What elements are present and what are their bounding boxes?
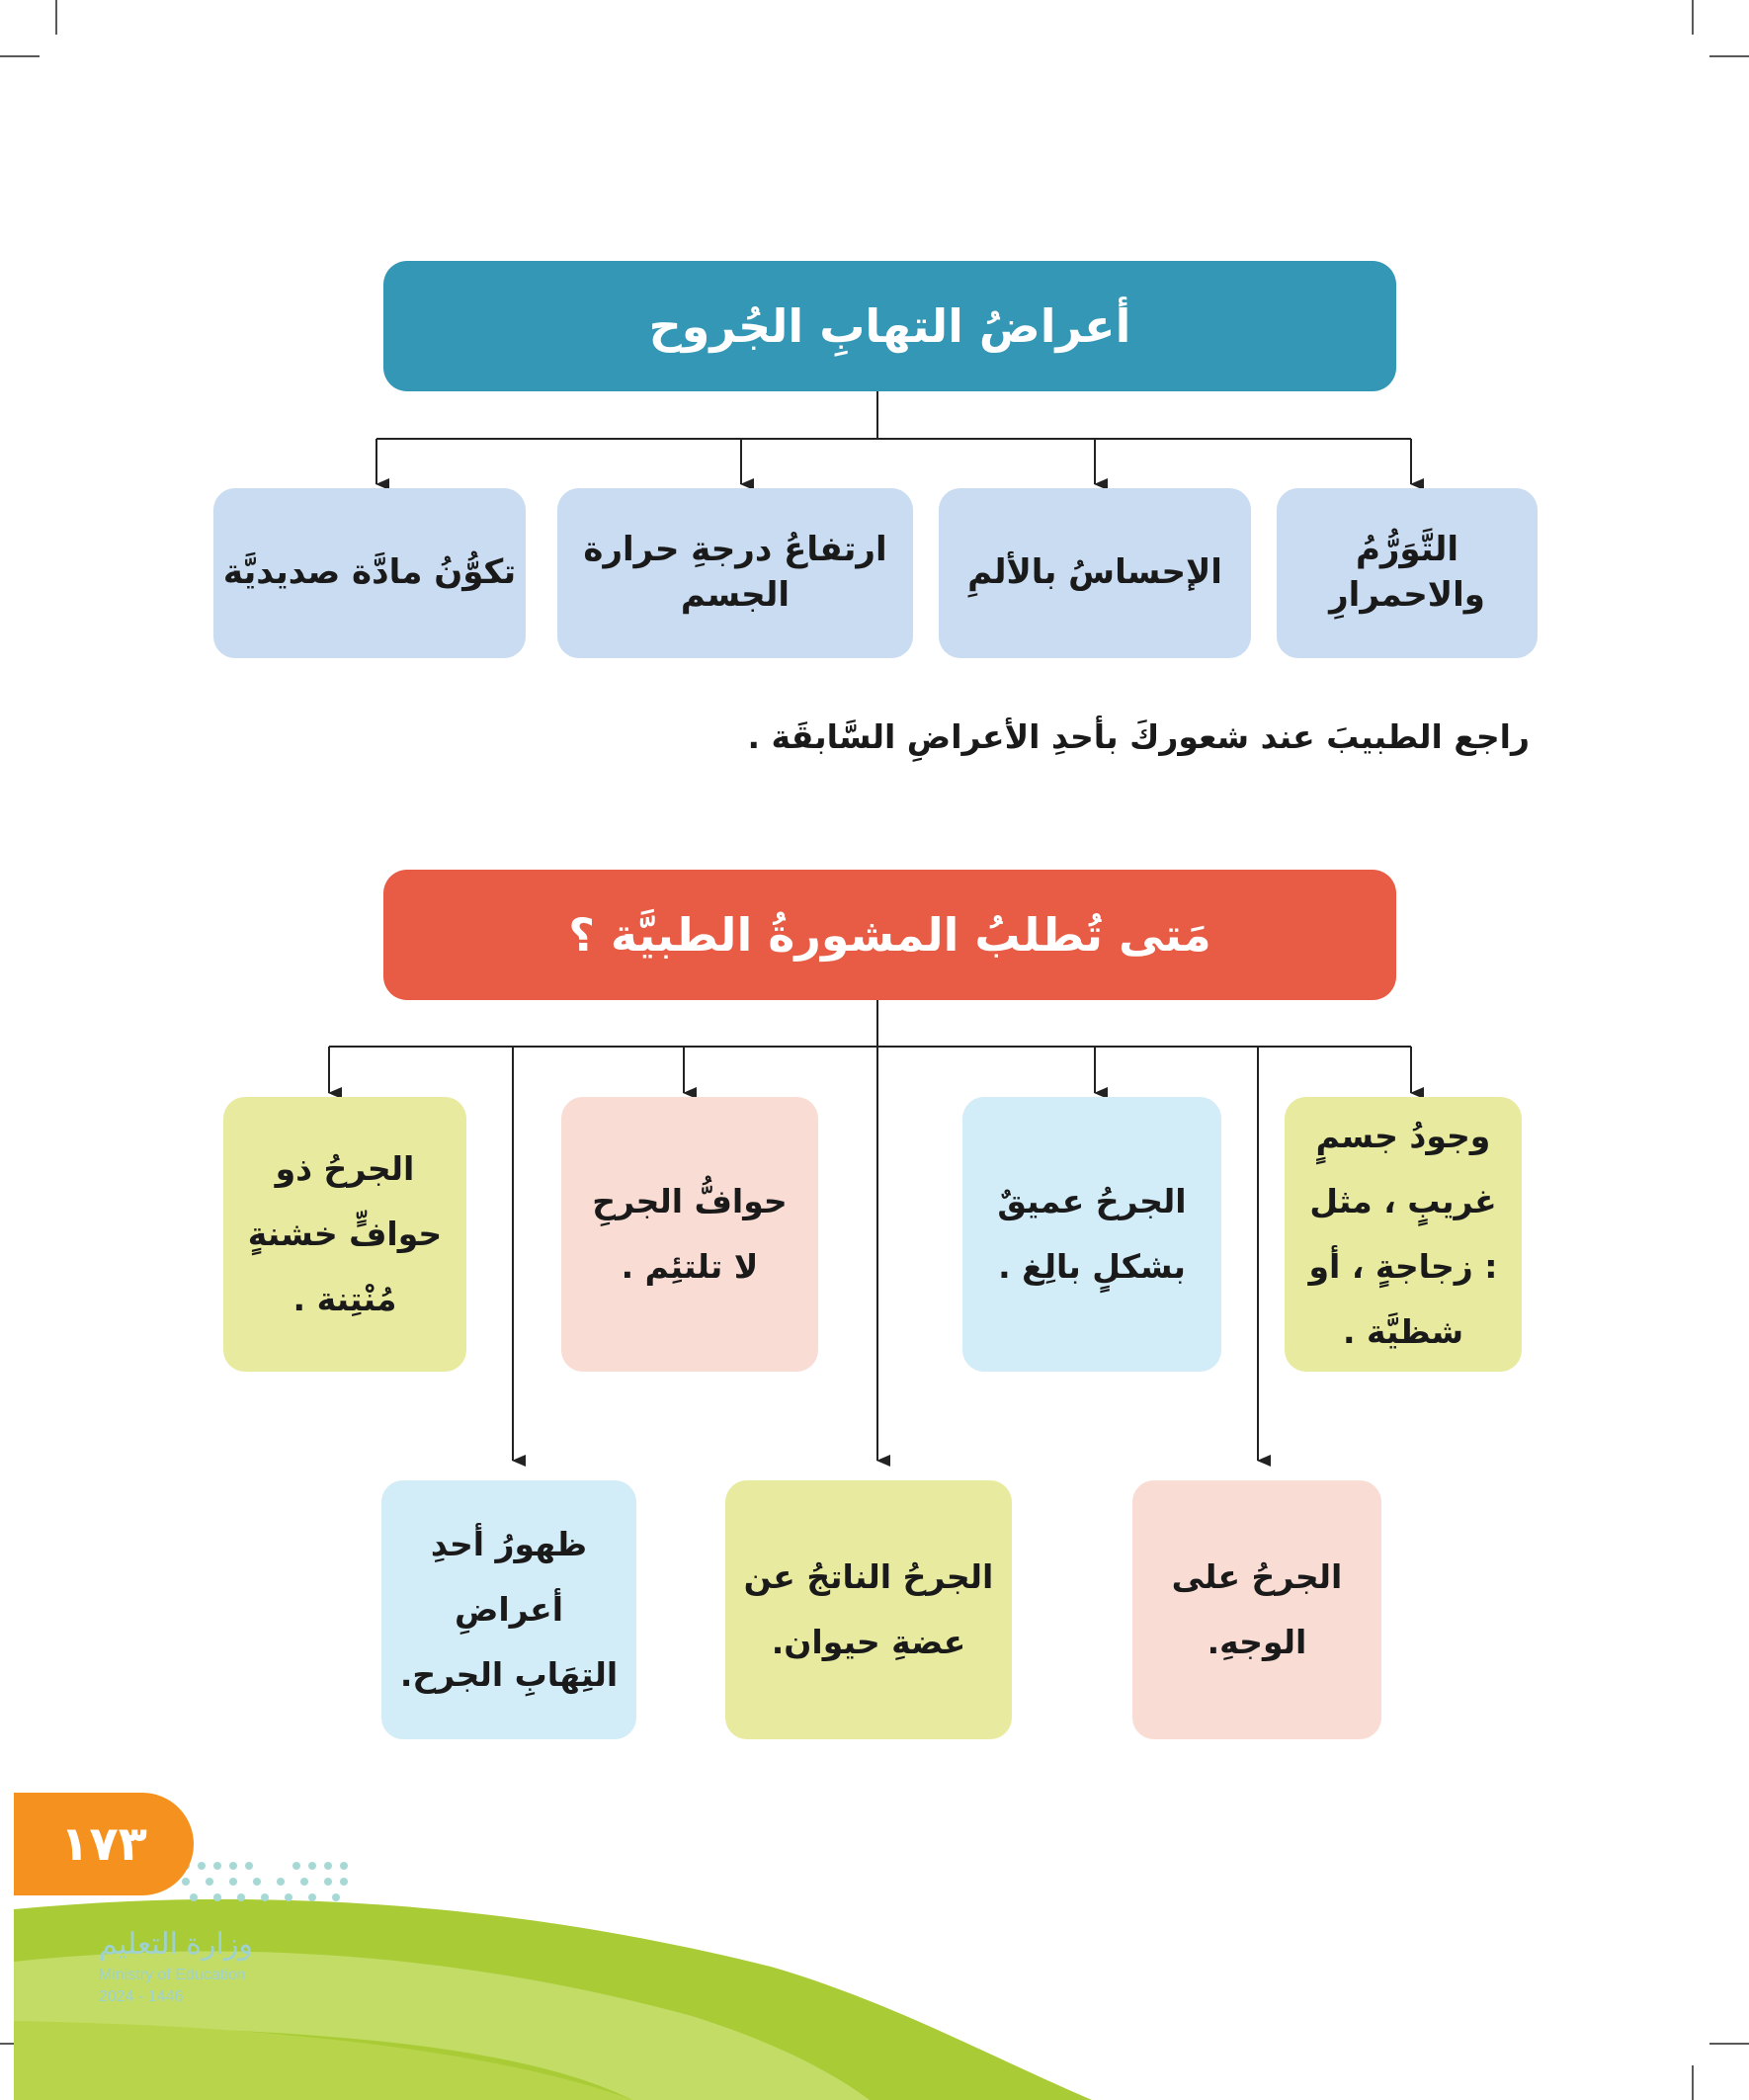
case-text: حوافُّ الجرحِ لا تلتئِم . [592, 1182, 788, 1286]
case-text: الجرحُ على الوجهِ. [1171, 1557, 1343, 1661]
ministry-logo-arabic: وزارة التعليم [99, 1928, 253, 1961]
page-number: ١٧٣ [14, 1793, 194, 1895]
symptom-text: الإحساسُ بالألمِ [967, 552, 1222, 593]
symptom-text: التَّوَرُّمُ والاحمرارِ [1329, 530, 1485, 615]
symptom-text: تكوُّنُ مادَّة صديديَّة [222, 552, 517, 593]
symptom-text: ارتفاعُ درجةِ حرارة الجسم [583, 530, 887, 615]
case-text: الجرحُ عميقٌ بشكلٍ بالِغ . [997, 1182, 1187, 1286]
case-text: ظهورُ أحدِ أعراضِ التِهَابِ الجرح. [399, 1525, 619, 1694]
ministry-logo-year: 2024 - 1446 [99, 1988, 184, 2005]
advice-note: راجع الطبيبَ عند شعوركَ بأحدِ الأعراضِ السَّابقَة . [747, 717, 1530, 756]
medical-advice-title-text: مَتى تُطلبُ المشورةُ الطبيَّة ؟ [568, 908, 1211, 962]
ministry-logo-english: Ministry of Education [99, 1967, 246, 1983]
case-text: الجرحُ ذو حوافٍّ خشنةٍ مُنْتِنة . [247, 1149, 443, 1318]
case-text: الجرحُ الناتجُ عن عضةِ حيوان. [743, 1557, 994, 1661]
case-text: وجودُ جسمٍ غريبٍ ، مثل : زجاجةٍ ، أو شظيَّة . [1308, 1117, 1498, 1351]
symptoms-title-text: أعراضُ التهابِ الجُروح [648, 299, 1131, 353]
